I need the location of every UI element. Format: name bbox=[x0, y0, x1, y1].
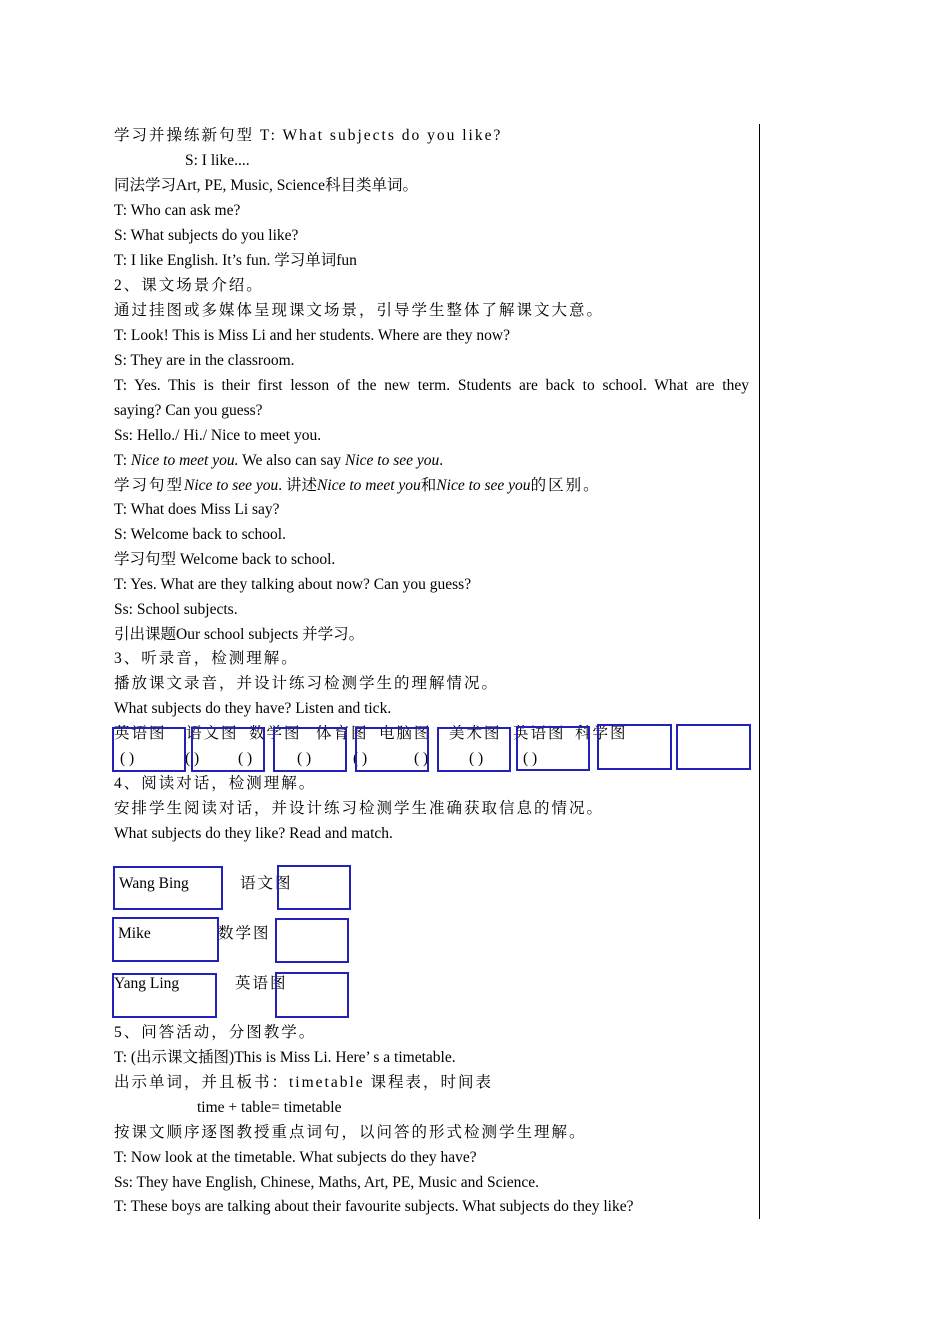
picture-label: 数学图 bbox=[218, 925, 271, 942]
text-line: S: What subjects do you like? bbox=[114, 227, 299, 244]
picture-placeholder bbox=[275, 972, 349, 1018]
picture-label: 英语图 bbox=[513, 725, 566, 742]
picture-label: 数学图 bbox=[249, 725, 302, 742]
table-border-right bbox=[759, 124, 760, 1219]
section-heading: 5、问答活动，分图教学。 bbox=[114, 1024, 317, 1041]
tick-bracket[interactable]: ( ) bbox=[353, 750, 368, 767]
picture-placeholder bbox=[112, 727, 186, 772]
text-line: T: What does Miss Li say? bbox=[114, 501, 280, 518]
picture-placeholder bbox=[676, 724, 751, 770]
picture-label: 科学图 bbox=[575, 725, 628, 742]
text-line: 学习并操练新句型 T: What subjects do you like? bbox=[114, 127, 503, 144]
text-line: What subjects do they have? Listen and tick. bbox=[114, 700, 392, 717]
text-line: T: (出示课文插图)This is Miss Li. Here’ s a timetable. bbox=[114, 1049, 456, 1066]
picture-placeholder bbox=[597, 724, 672, 770]
tick-bracket[interactable]: ( ) bbox=[523, 750, 538, 767]
text-line: Ss: School subjects. bbox=[114, 601, 238, 618]
text-line: 出示单词，并且板书：timetable 课程表，时间表 bbox=[114, 1074, 494, 1091]
section-heading: 3、听录音，检测理解。 bbox=[114, 650, 299, 667]
text-line: T: Nice to meet you. We also can say Nice to see you. bbox=[114, 452, 444, 469]
text-line: T: Who can ask me? bbox=[114, 202, 241, 219]
text-line: T: I like English. It’s fun. 学习单词fun bbox=[114, 252, 357, 269]
text-line: saying? Can you guess? bbox=[114, 402, 263, 419]
text-line: 安排学生阅读对话，并设计练习检测学生准确获取信息的情况。 bbox=[114, 800, 605, 817]
tick-bracket[interactable]: ( ) bbox=[238, 750, 253, 767]
tick-bracket[interactable]: ( ) bbox=[297, 750, 312, 767]
tick-bracket[interactable]: ( ) bbox=[185, 750, 200, 767]
text-line: 同法学习Art, PE, Music, Science科目类单词。 bbox=[114, 177, 418, 194]
picture-placeholder bbox=[437, 727, 511, 772]
text-line: 通过挂图或多媒体呈现课文场景，引导学生整体了解课文大意。 bbox=[114, 302, 605, 319]
picture-placeholder bbox=[355, 727, 429, 772]
picture-label: 语文图 bbox=[240, 875, 293, 892]
text-line: 引出课题Our school subjects 并学习。 bbox=[114, 626, 365, 643]
picture-label: 体育图 bbox=[316, 725, 369, 742]
text-line: 学习句型Nice to see you. 讲述Nice to meet you和Nice to see you的区别。 bbox=[114, 477, 601, 494]
text-line: T: Look! This is Miss Li and her students. Where are they now? bbox=[114, 327, 510, 344]
text-line: time + table= timetable bbox=[197, 1099, 342, 1116]
picture-label: 英语图 bbox=[114, 725, 167, 742]
picture-label: 美术图 bbox=[449, 725, 502, 742]
picture-placeholder bbox=[277, 865, 351, 910]
text-line: T: Yes. This is their first lesson of the new term. Students are back to school. What are they bbox=[114, 377, 749, 394]
picture-placeholder bbox=[275, 918, 349, 963]
text-line: Ss: Hello./ Hi./ Nice to meet you. bbox=[114, 427, 322, 444]
picture-label: 语文图 bbox=[186, 725, 239, 742]
text-line: S: Welcome back to school. bbox=[114, 526, 286, 543]
text-line: T: These boys are talking about their favourite subjects. What subjects do they like? bbox=[114, 1198, 634, 1215]
picture-placeholder bbox=[516, 726, 590, 771]
tick-bracket[interactable]: ( ) bbox=[414, 750, 429, 767]
picture-placeholder bbox=[191, 727, 265, 772]
section-heading: 2、课文场景介绍。 bbox=[114, 277, 264, 294]
picture-label: 英语图 bbox=[235, 975, 288, 992]
text-line: 学习句型 Welcome back to school. bbox=[114, 551, 336, 568]
student-name: Wang Bing bbox=[119, 875, 189, 892]
text-line: T: Now look at the timetable. What subjects do they have? bbox=[114, 1149, 477, 1166]
student-name: Yang Ling bbox=[114, 975, 180, 992]
section-heading: 4、阅读对话，检测理解。 bbox=[114, 775, 317, 792]
text-line: What subjects do they like? Read and match. bbox=[114, 825, 393, 842]
tick-bracket[interactable]: ( ) bbox=[469, 750, 484, 767]
picture-label: 电脑图 bbox=[379, 725, 432, 742]
text-line: 播放课文录音，并设计练习检测学生的理解情况。 bbox=[114, 675, 500, 692]
student-name: Mike bbox=[118, 925, 151, 942]
text-line: S: I like.... bbox=[185, 152, 250, 169]
text-line: S: They are in the classroom. bbox=[114, 352, 295, 369]
text-line: 按课文顺序逐图教授重点词句，以问答的形式检测学生理解。 bbox=[114, 1124, 587, 1141]
text-line: T: Yes. What are they talking about now? Can you guess? bbox=[114, 576, 472, 593]
tick-bracket[interactable]: ( ) bbox=[120, 750, 135, 767]
picture-placeholder bbox=[273, 727, 347, 772]
text-line: Ss: They have English, Chinese, Maths, Art, PE, Music and Science. bbox=[114, 1174, 540, 1191]
